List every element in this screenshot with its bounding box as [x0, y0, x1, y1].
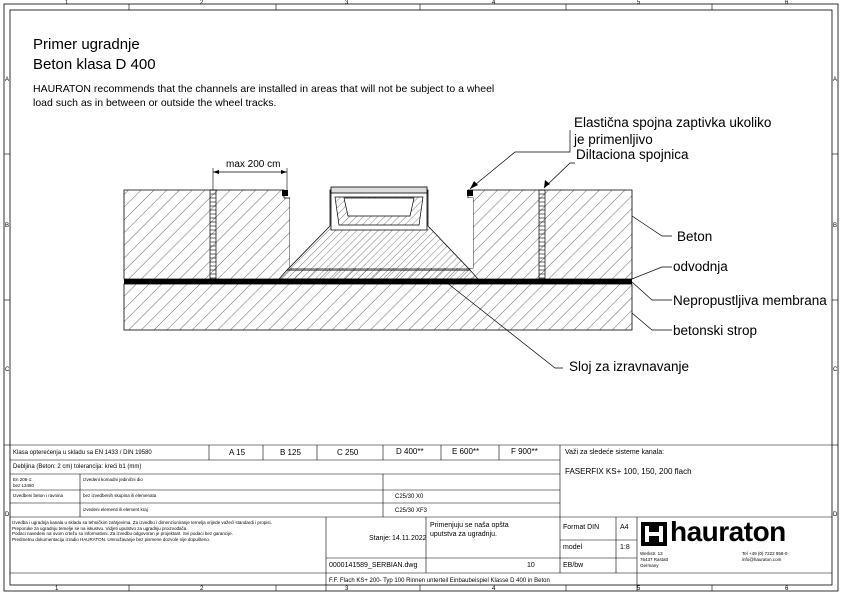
callout-drainage: odvodnja	[673, 259, 728, 274]
note-line-1: HAURATON recommends that the channels are installed in areas that will not be subject to a wheel	[33, 83, 495, 95]
row3-desc: bez izvedbenih skupina ili elemenata	[83, 493, 157, 498]
drawing-number: 0000141589_SERBIAN.dwg	[329, 562, 418, 569]
hauraton-logo-text: hauraton	[670, 516, 786, 547]
sheet-number: 10	[527, 562, 535, 569]
grid-col-5: 5	[637, 0, 641, 6]
disclaimer-2: Preporuke za ugradnju temelje se na iskustvu. Vidjeti uputstvo za ugradnju proizvođača.	[12, 525, 188, 531]
expansion-joint-left	[210, 190, 216, 279]
remark-line-1: Primenjuju se naša opšta	[430, 522, 509, 529]
remark-line-2: uputstva za ugradnju.	[430, 531, 497, 538]
grating	[331, 187, 427, 193]
callout-sealant-1: Elastična spojna zaptivka ukoliko	[574, 115, 772, 130]
grid-col-2: 2	[200, 0, 204, 6]
model-label: model	[563, 544, 583, 551]
class-d400: D 400**	[396, 447, 424, 456]
class-f900: F 900**	[511, 447, 538, 456]
grid-col-1-bottom: 1	[55, 586, 59, 592]
title-line-2: Beton klasa D 400	[33, 56, 156, 73]
disclaimer-4: Predmetnu dokumentaciju izradio HAURATON. Umnožavanje bez pismene dozvole nije dopušteno.	[12, 536, 211, 542]
class-c250: C 250	[337, 448, 359, 457]
grid-row-a: A	[5, 77, 10, 83]
grid-col-3-bottom: 3	[345, 586, 349, 592]
grid-col-6: 6	[785, 0, 789, 6]
grid-col-3: 3	[345, 0, 349, 6]
footer-description: F.F. Flach KS+ 200- Typ 100 Rinnen unterteil Einbaubeispiel Klasse D 400 in Beton	[329, 578, 550, 584]
address-line-2: 76437 Rastatt	[640, 557, 669, 562]
product-name: FASERFIX KS+ 100, 150, 200 flach	[565, 467, 692, 476]
row4-desc: izvedeni elementi ili element kraj	[83, 507, 148, 512]
stand-date: 14.11.2022	[392, 535, 427, 542]
callout-leveling: Sloj za izravnavanje	[569, 359, 690, 374]
grid-col-2-bottom: 2	[200, 586, 204, 592]
dimension-label: max 200 cm	[226, 159, 281, 170]
grid-row-d: D	[5, 512, 10, 518]
grid-row-a-right: A	[833, 77, 838, 83]
grid-row-b-right: B	[833, 223, 838, 229]
stand-label: Stanje:	[369, 535, 391, 542]
applies-label: Važi za sledeće sisteme kanala:	[565, 449, 665, 456]
row2-label-a: En 206-1:	[13, 477, 33, 482]
grid-row-d-right: D	[833, 512, 838, 518]
callout-membrane: Nepropustljiva membrana	[673, 293, 827, 308]
expansion-joint-right	[539, 190, 545, 279]
class-b125: B 125	[280, 448, 301, 457]
waterproof-membrane	[124, 279, 632, 284]
contact-line-1: Tel +49 (0) 7222 958-0	[742, 551, 788, 556]
grid-col-5-bottom: 5	[637, 586, 641, 592]
edited-by: EB/bw	[563, 562, 584, 569]
row2-label-b: bez 13480	[13, 483, 35, 488]
grid-row-c: C	[5, 367, 10, 373]
grid-col-1: 1	[65, 0, 69, 6]
leveling-layer	[279, 270, 478, 279]
class-a15: A 15	[229, 448, 246, 457]
row4-value: C25/30 XF3	[395, 508, 428, 514]
row2-desc: Izvedeni komadni jedinični dio	[83, 477, 143, 482]
grid-row-c-right: C	[833, 367, 838, 373]
disclaimer-1: Izvedba i ugradnja kanala u skladu sa tehničkim zahtjevima. Za izvedbu i dimenzioniranje temelja vrijede važeći standardi i propisi.	[12, 520, 272, 525]
callout-slab: betonski strop	[673, 323, 758, 338]
row1-label: Debljina (Beton: 2 cm) tolerancija: kreći b1 (mm)	[13, 464, 142, 470]
callout-expansion-joint: Diltaciona spojnica	[576, 147, 689, 162]
grid-col-4-bottom: 4	[492, 586, 496, 592]
classes-header: Klasa opterećenja u skladu sa EN 1433 / DIN 19580	[13, 450, 152, 456]
title-line-1: Primer ugradnje	[33, 36, 140, 53]
address-line-1: Werkstr. 13	[640, 551, 663, 556]
hauraton-logo-icon	[641, 522, 667, 546]
address-line-3: Germany	[640, 563, 659, 568]
concrete-slab	[124, 284, 632, 330]
format-label: Format DIN	[563, 524, 600, 531]
row3-value: C25/30 X0	[395, 494, 424, 500]
disclaimer-3: Podaci navedeni na ovom crtežu su informativni. Za izvedbu odgovoran je projektant. Svi podaci bez garancije.	[12, 531, 233, 536]
callout-concrete: Beton	[677, 229, 713, 244]
class-e600: E 600**	[452, 447, 480, 456]
callout-sealant-2: je primenljivo	[574, 132, 653, 147]
row3-label: Izvedbeni beton i ravnina	[13, 493, 64, 498]
grid-col-6-bottom: 6	[785, 586, 789, 592]
model-value: 1:8	[620, 544, 630, 551]
note-line-2: load such as in between or outside the wheel tracks.	[33, 97, 277, 109]
format-value: A4	[620, 524, 629, 531]
disclaimer	[12, 520, 322, 542]
grid-row-b: B	[5, 223, 10, 229]
contact-line-2: info@hauraton.com	[742, 557, 782, 562]
grid-col-4: 4	[492, 0, 496, 6]
